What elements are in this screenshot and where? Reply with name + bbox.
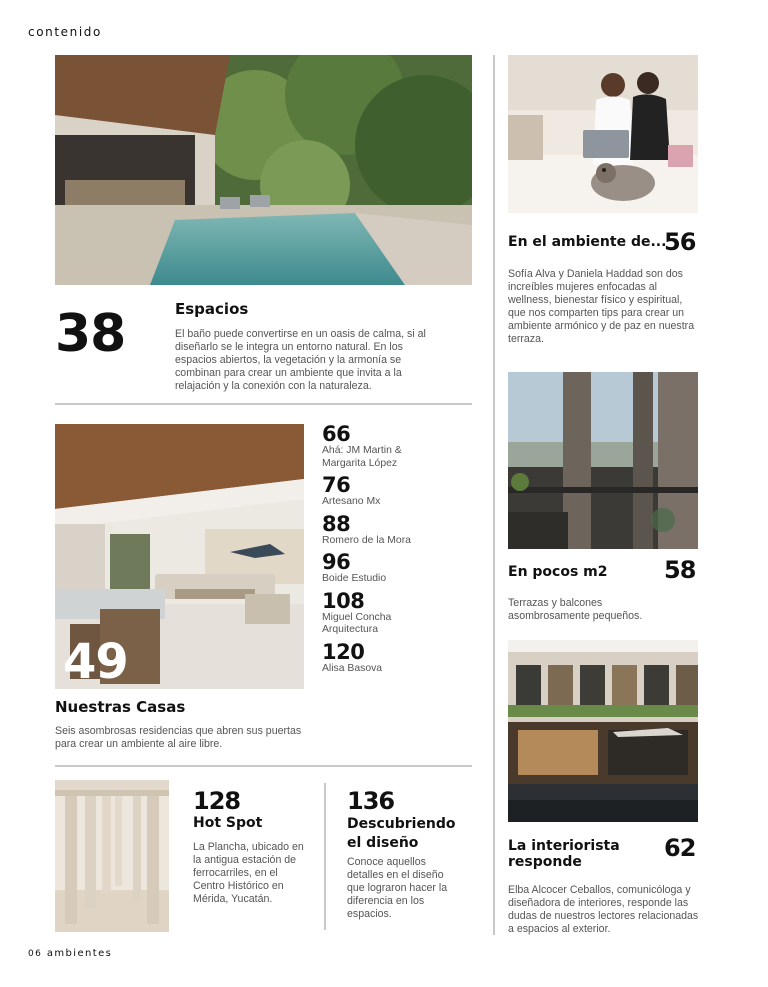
page-number: 06 [28, 949, 43, 959]
ambiente-page-number: 56 [664, 228, 696, 256]
interiorista-page-number: 62 [664, 834, 696, 862]
list-item-number: 120 [322, 639, 365, 664]
casas-text: Seis asombrosas residencias que abren sus puertas para crear un ambiente al aire libre. [55, 725, 302, 750]
list-item-number: 96 [322, 550, 351, 574]
interiorista-text: Elba Alcocer Ceballos, comunicóloga y diseñadora de interiores, responde las dudas de nuestros lectores relacionadas a espacios al exterior. [508, 884, 699, 935]
list-item-label: Boide Estudio [322, 573, 387, 584]
hotspot-colonnade-photo [55, 780, 169, 932]
casas-page-number: 49 [63, 634, 128, 690]
espacios-page-number: 38 [55, 304, 126, 364]
list-item-label: Artesano Mx [322, 496, 381, 507]
hotspot-page-number: 128 [193, 787, 241, 815]
espacios-title: Espacios [175, 300, 249, 318]
ambiente-women-photo [508, 55, 698, 213]
divider [55, 765, 472, 767]
casas-title: Nuestras Casas [55, 698, 186, 716]
interiorista-title: La interiorista responde [508, 838, 620, 870]
section-tag: contenido [28, 25, 102, 39]
pocos-title: En pocos m2 [508, 564, 608, 580]
pocos-balcony-photo [508, 372, 698, 549]
pocos-text: Terrazas y balcones asombrosamente pequeños. [508, 597, 643, 622]
page-footer [28, 948, 112, 959]
descubriendo-text: Conoce aquellos detalles en el diseño que lograron hacer la diferencia en los espacios. [347, 856, 448, 920]
list-item-number: 76 [322, 473, 351, 497]
list-item-label: Ahá: JM Martin & Margarita López [322, 445, 402, 469]
casas-contents-list [322, 423, 472, 675]
interiorista-facade-photo [508, 640, 698, 822]
hotspot-text: La Plancha, ubicado en la antigua estación de ferrocarriles, en el Centro Histórico en Mérida, Yucatán. [193, 841, 304, 905]
list-item-label: Miguel Concha Arquitectura [322, 611, 392, 635]
list-item-number: 88 [322, 511, 351, 536]
list-item-label: Alisa Basova [322, 662, 383, 674]
list-item [322, 423, 472, 470]
espacios-text: El baño puede convertirse en un oasis de calma, si al diseñarlo se le integra un entorno natural. En los espacios abiertos, la vegetación y la armonía se combinan para crear un ambiente que invita a la relajación y la conexión con la naturaleza. [175, 328, 426, 392]
list-item-number: 66 [322, 422, 351, 446]
column-divider [324, 783, 326, 930]
magazine-name: ambientes [46, 948, 113, 959]
hotspot-title: Hot Spot [193, 815, 263, 831]
ambiente-title: En el ambiente de... [508, 234, 667, 250]
ambiente-text: Sofía Alva y Daniela Haddad son dos increíbles mujeres enfocadas al wellness, bienestar físico y espiritual, que nos comparten tips para crear un ambiente armónico y de paz en nuestra terraza. [508, 268, 695, 345]
pocos-page-number: 58 [664, 556, 696, 584]
column-divider [493, 55, 495, 935]
list-item [322, 513, 472, 548]
list-item-number: 108 [322, 588, 365, 613]
descubriendo-title: Descubriendo el diseño [347, 816, 456, 851]
list-item [322, 590, 472, 637]
list-item [322, 641, 472, 676]
list-item [322, 474, 472, 509]
list-item-label: Romero de la Mora [322, 534, 411, 546]
list-item [322, 551, 472, 586]
descubriendo-page-number: 136 [347, 787, 395, 815]
espacios-pool-photo [55, 55, 472, 285]
divider [55, 403, 472, 405]
